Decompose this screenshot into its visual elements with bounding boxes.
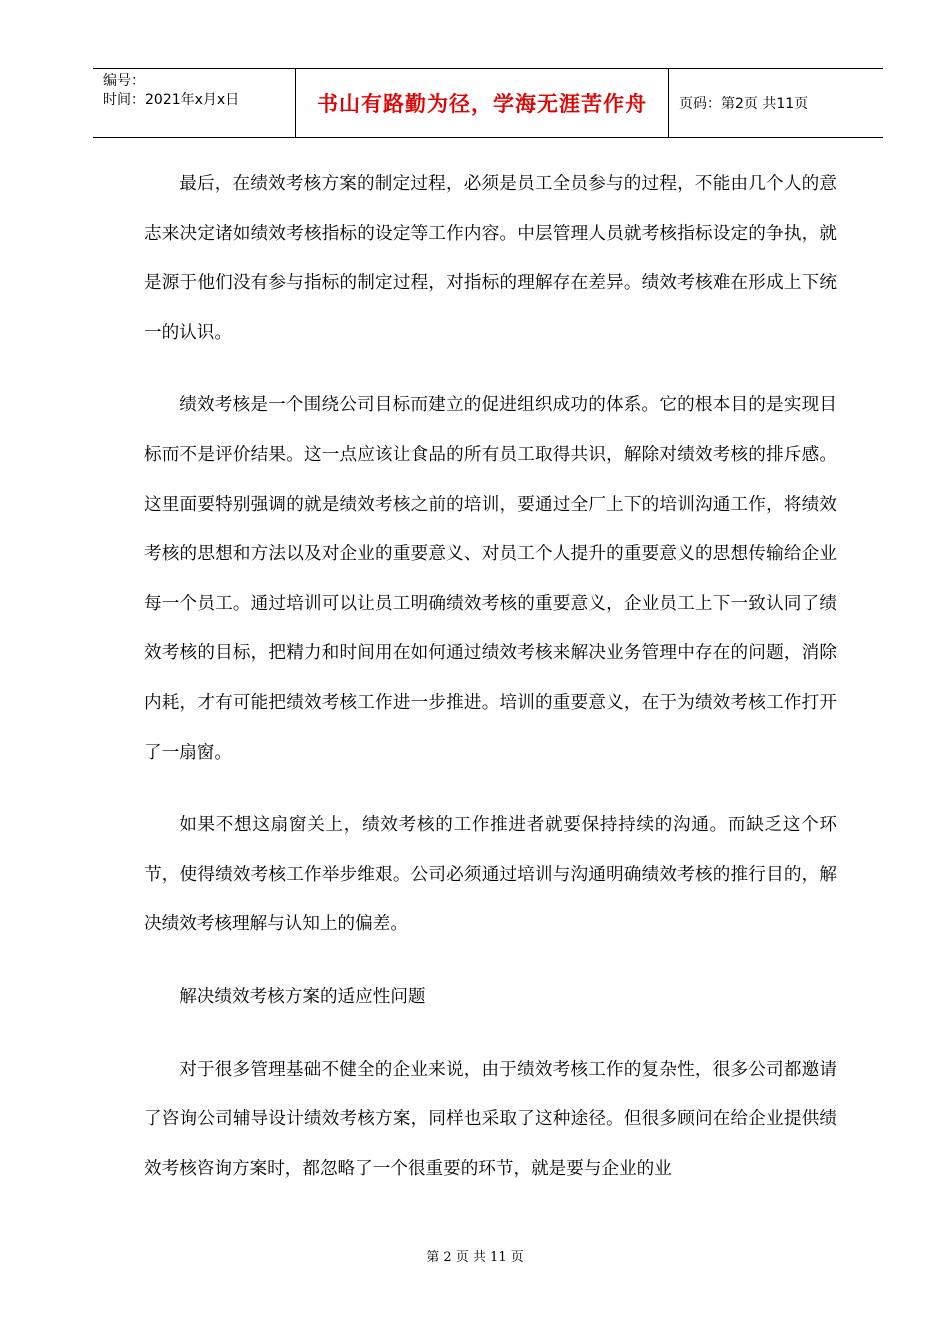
page-footer: 第 2 页 共 11 页 [426, 1250, 524, 1265]
document-number-label: 编号： [103, 73, 145, 89]
body-paragraph: 最后，在绩效考核方案的制定过程，必须是员工全员参与的过程，不能由几个人的意志来决定诸如绩效考核指标的设定等工作内容。中层管理人员就考核指标设定的争执，就是源于他们没有参与指标的制定过程，对指标的理解存在差异。绩效考核难在形成上下统一的认识。 [144, 174, 837, 343]
document-time-label: 时间：2021年x月x日 [103, 92, 240, 108]
body-paragraph: 如果不想这扇窗关上，绩效考核的工作推进者就要保持持续的沟通。而缺乏这个环节，使得绩效考核工作举步维艰。公司必须通过培训与沟通明确绩效考核的推行目的，解决绩效考核理解与认知上的偏差。 [144, 815, 837, 935]
header-motto: 书山有路勤为径，学海无涯苦作舟 [317, 92, 647, 116]
body-paragraph: 对于很多管理基础不健全的企业来说，由于绩效考核工作的复杂性，很多公司都邀请了咨询公司辅导设计绩效考核方案，同样也采取了这种途径。但很多顾问在给企业提供绩效考核咨询方案时，都忽略了一个很重要的环节，就是要与企业的业 [144, 1059, 837, 1179]
section-heading: 解决绩效考核方案的适应性问题 [179, 986, 426, 1007]
header-page-info: 页码：第2页 共11页 [679, 96, 809, 112]
header-motto-cell [295, 69, 669, 137]
header-meta-cell [93, 69, 295, 137]
document-body [144, 160, 837, 1217]
body-paragraph: 绩效考核是一个围绕公司目标而建立的促进组织成功的体系。它的根本目的是实现目标而不是评价结果。这一点应该让食品的所有员工取得共识，解除对绩效考核的排斥感。这里面要特别强调的就是绩效考核之前的培训，要通过全厂上下的培训沟通工作，将绩效考核的思想和方法以及对企业的重要意义、对员工个人提升的重要意义的思想传输给企业每一个员工。通过培训可以让员工明确绩效考核的重要意义，企业员工上下一致认同了绩效考核的目标，把精力和时间用在如何通过绩效考核来解决业务管理中存在的问题，消除内耗，才有可能把绩效考核工作进一步推进。培训的重要意义，在于为绩效考核工作打开了一扇窗。 [144, 395, 837, 763]
header-page-cell [669, 69, 883, 137]
page-header [93, 68, 883, 138]
